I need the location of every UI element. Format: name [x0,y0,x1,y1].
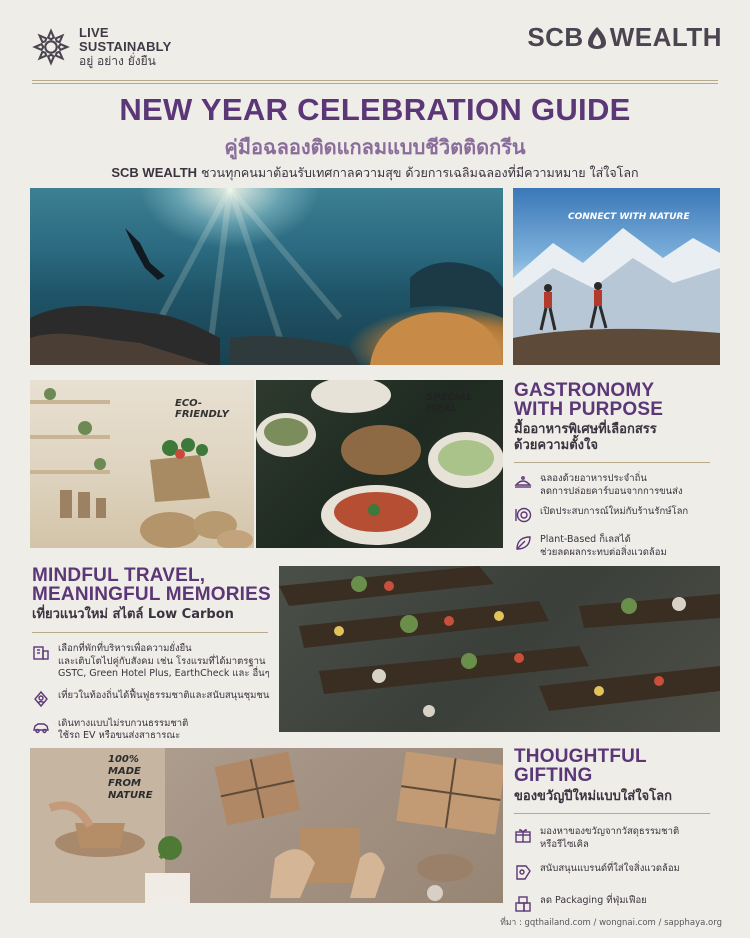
packaging-icon [514,895,532,913]
header-divider [32,80,718,84]
travel-item-3-line2: ใช้รถ EV หรือขนส่งสาธารณะ [58,730,181,741]
ev-car-icon [32,718,50,736]
tagline [0,163,750,183]
plate-icon [514,506,532,524]
page-title: NEW YEAR CELEBRATION GUIDE [119,92,631,127]
market-scene [279,566,720,732]
tagline-text: ชวนทุกคนมาต้อนรับเทศกาลความสุข ด้วยการเฉลิมฉลองที่มีความหมาย ใส่ใจโลก [197,165,639,180]
live-sustainably-wordmark [79,26,172,68]
leaf-icon [514,534,532,552]
travel-item-1-line3: GSTC, Green Hotel Plus, EarthCheck และ อื่นๆ [58,668,270,679]
local-food-icon [514,473,532,491]
travel-divider [32,632,268,633]
connect-with-nature-label: CONNECT WITH NATURE [568,212,690,222]
gifts-scene [30,748,503,903]
brand-tag-icon [514,863,532,881]
gifting-sub: ของขวัญปีใหม่แบบใส่ใจโลก [514,789,672,804]
travel-sub: เที่ยวแนวใหม่ สไตล์ Low Carbon [32,607,234,622]
logo-line-1: LIVE [79,25,109,40]
gastronomy-title-2: WITH PURPOSE [514,399,664,420]
floating-market-photo [279,566,720,732]
gastronomy-item-eco-restaurant [514,506,724,524]
gastronomy-sub-2: ด้วยความตั้งใจ [514,438,598,453]
gifting-item-1-line2: หรือรีไซเคิล [540,838,589,850]
community-icon [32,690,50,708]
eco-friendly-shop-photo [30,380,254,548]
special-meal-label: SPECIAL MEAL [426,392,473,414]
scb-leaf-icon [586,26,608,50]
travel-item-ev [32,718,277,743]
gastronomy-sub-1: มื้ออาหารพิเศษที่เลือกสรร [514,422,657,437]
gifting-item-brand [514,863,724,881]
gastronomy-title-1: GASTRONOMY [514,380,655,401]
gifting-divider [514,813,710,814]
gifting-section [514,747,724,913]
brand-wealth: WEALTH [609,22,722,52]
travel-item-community [32,690,277,708]
travel-title-1: MINDFUL TRAVEL, [32,565,206,586]
gastronomy-item-1-line1: ฉลองด้วยอาหารประจำถิ่น [540,473,647,484]
gifting-item-3-line1: ลด Packaging ที่ฟุ่มเฟือย [540,895,647,906]
gastronomy-item-3-line1: Plant-Based ก็เลสได้ [540,534,631,545]
gastronomy-item-1-line2: ลดการปล่อยคาร์บอนจากการขนส่ง [540,485,683,497]
eco-friendly-label: ECO-FRIENDLY [175,398,229,420]
travel-section [32,566,277,743]
travel-title-2: MEANINGFUL MEMORIES [32,584,271,605]
underwater-scene [30,188,503,365]
tagline-brand: SCB WEALTH [111,165,198,180]
gifts-photo [30,748,503,903]
gastronomy-item-3-line2: ช่วยลดผลกระทบต่อสิ่งแวดล้อม [540,546,667,558]
travel-item-2-line1: เที่ยวในท้องถิ่นได้ฟื้นฟูธรรมชาติและสนับสนุนชุมชน [58,689,270,701]
gifting-item-natural [514,826,724,851]
source-credit: ที่มา : gqthailand.com / wongnai.com / sapphaya.org [500,918,722,928]
live-sustainably-logo-icon [32,28,70,66]
hikers-photo [513,188,720,365]
gastronomy-item-2-line1: เปิดประสบการณ์ใหม่กับร้านรักษ์โลก [540,506,689,517]
gastronomy-divider [514,462,710,463]
travel-item-3-line1: เดินทางแบบไม่รบกวนธรรมชาติ [58,717,189,729]
scb-wealth-logo [527,22,722,53]
gastronomy-section [514,381,724,559]
gifting-title: THOUGHTFUL GIFTING [514,746,647,786]
brand-scb: SCB [527,22,584,52]
gifting-item-packaging [514,895,724,913]
gastronomy-item-plant-based [514,534,724,559]
gift-icon [514,826,532,844]
page-subtitle: คู่มือฉลองติดแกลมแบบชีวิตติดกรีน [224,135,526,159]
gifting-item-1-line1: มองหาของขวัญจากวัสดุธรรมชาติ [540,826,680,837]
underwater-photo [30,188,503,365]
made-from-nature-label: 100% MADE FROM NATURE [108,754,153,801]
gastronomy-item-local [514,473,724,498]
logo-thai: อยู่ อย่าง ยั่งยืน [79,54,156,69]
travel-item-1-line2: และเติบโตไปคู่กับสังคม เช่น โรงแรมที่ได้มาตรฐาน [58,655,266,667]
travel-item-1-line1: เลือกที่พักที่บริหารเพื่อความยั่งยืน [58,643,192,654]
gifting-item-2-line1: สนับสนุนแบรนด์ที่ใส่ใจสิ่งแวดล้อม [540,863,680,874]
logo-line-2: SUSTAINABLY [79,38,172,54]
hotel-icon [32,643,50,661]
travel-item-hotel [32,643,277,681]
special-meal-photo [256,380,503,548]
